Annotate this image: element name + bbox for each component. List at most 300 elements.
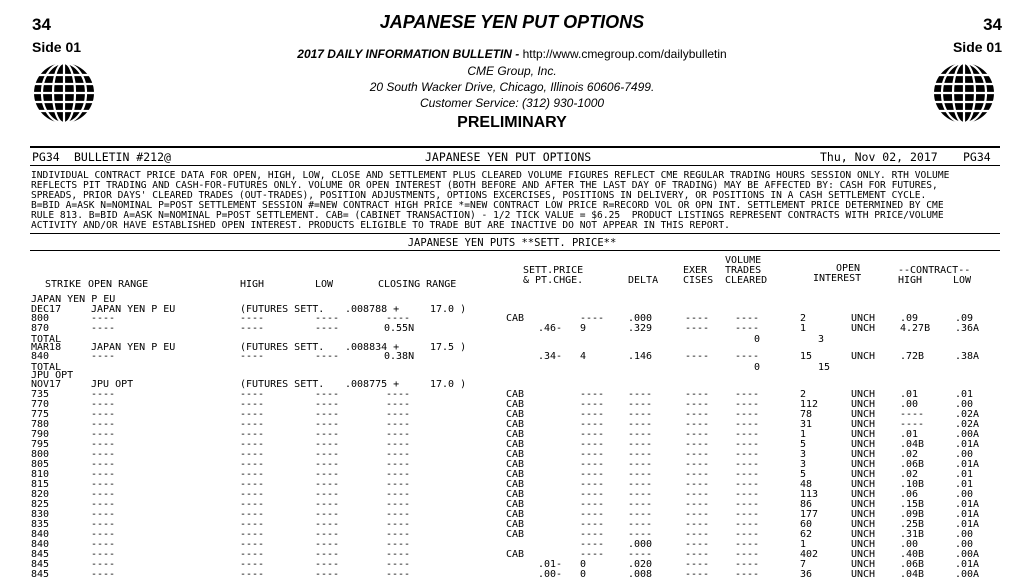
- cell-oich: UNCH: [851, 351, 876, 362]
- cell-chigh: .40B: [900, 549, 925, 560]
- cell-strike: 870: [31, 323, 50, 334]
- cell-chg: ----: [580, 479, 605, 490]
- header-center-title: JAPANESE YEN PUT OPTIONS: [425, 150, 592, 164]
- cell-oi: 1: [800, 429, 807, 440]
- cell-strike: 845: [31, 569, 50, 580]
- cell-low: ----: [315, 479, 340, 490]
- cell-oich: UNCH: [851, 323, 876, 334]
- cell-extra: 17.0 ): [430, 379, 467, 390]
- cell-open: ----: [91, 549, 116, 560]
- page-code-right: PG34: [963, 150, 991, 164]
- cell-low: ----: [315, 559, 340, 570]
- table-title: JAPANESE YEN PUTS **SETT. PRICE**: [407, 237, 617, 249]
- page-number-right: 34: [983, 15, 1002, 34]
- cell-oich: UNCH: [851, 519, 876, 530]
- cell-oi: 402: [800, 549, 819, 560]
- cell-close: ----: [386, 469, 411, 480]
- col-header-pt-chge: & PT.CHGE.: [523, 275, 584, 286]
- cell-delta: .008: [628, 569, 653, 580]
- cell-oich: UNCH: [851, 499, 876, 510]
- cell-chg: 4: [580, 351, 587, 362]
- cell-strike: 800: [31, 449, 50, 460]
- cell-exer: ----: [685, 419, 710, 430]
- cell-low: ----: [315, 351, 340, 362]
- cell-oich: UNCH: [851, 489, 876, 500]
- cell-chigh: .06B: [900, 559, 925, 570]
- cell-open: ----: [91, 529, 116, 540]
- cell-exer: ----: [685, 323, 710, 334]
- cell-vol: ----: [735, 439, 760, 450]
- cell-clow: .01A: [955, 559, 980, 570]
- cell-oi: 2: [800, 313, 807, 324]
- cell-oich: UNCH: [851, 549, 876, 560]
- cell-sett: CAB: [506, 409, 525, 420]
- cell-oich: UNCH: [851, 509, 876, 520]
- cell-sett: CAB: [506, 529, 525, 540]
- cell-low: ----: [315, 439, 340, 450]
- cell-extra: 17.0 ): [430, 304, 467, 315]
- cell-oi: 48: [800, 479, 813, 490]
- cell-oi: 113: [800, 489, 819, 500]
- cell-close: ----: [386, 549, 411, 560]
- cell-low: ----: [315, 389, 340, 400]
- cell-sett: .46-: [538, 323, 563, 334]
- cell-sett: .01-: [538, 559, 563, 570]
- cell-sett: .00-: [538, 569, 563, 580]
- cell-strike: 810: [31, 469, 50, 480]
- cell-sett: CAB: [506, 449, 525, 460]
- cell-high: ----: [240, 449, 265, 460]
- cell-strike: 780: [31, 419, 50, 430]
- cell-oi: 62: [800, 529, 813, 540]
- cell-delta: ----: [628, 459, 653, 470]
- table-title-rule: [30, 250, 1000, 251]
- cell-strike: 805: [31, 459, 50, 470]
- cell-open: ----: [91, 489, 116, 500]
- cell-strike: 735: [31, 389, 50, 400]
- cell-close: ----: [386, 389, 411, 400]
- cell-vol: ----: [735, 429, 760, 440]
- cell-strike: NOV17: [31, 379, 62, 390]
- cell-high: ----: [240, 323, 265, 334]
- cell-low: ----: [315, 409, 340, 420]
- cell-vol: ----: [735, 489, 760, 500]
- cell-delta: ----: [628, 429, 653, 440]
- cell-clow: .01: [955, 389, 974, 400]
- cell-low: ----: [315, 519, 340, 530]
- cell-open: ----: [91, 559, 116, 570]
- cell-chg: ----: [580, 519, 605, 530]
- cell-strike: 840: [31, 539, 50, 550]
- cell-open: ----: [91, 469, 116, 480]
- cell-exer: ----: [685, 469, 710, 480]
- col-header-strike: STRIKE: [45, 279, 82, 290]
- cell-high: ----: [240, 429, 265, 440]
- col-header-contract-low: LOW: [953, 275, 972, 286]
- cell-low: ----: [315, 313, 340, 324]
- cell-chigh: .72B: [900, 351, 925, 362]
- cell-exer: ----: [685, 409, 710, 420]
- cell-oi: 7: [800, 559, 807, 570]
- cell-sett: CAB: [506, 469, 525, 480]
- cell-delta: ----: [628, 409, 653, 420]
- cell-vol: ----: [735, 313, 760, 324]
- page-title: JAPANESE YEN PUT OPTIONS: [379, 12, 645, 32]
- cell-chg: ----: [580, 469, 605, 480]
- cell-low: ----: [315, 509, 340, 520]
- cell-vol: ----: [735, 389, 760, 400]
- cell-strike: DEC17: [31, 304, 62, 315]
- cell-close: ----: [386, 429, 411, 440]
- col-header-open: OPEN: [836, 263, 861, 274]
- cell-low: ----: [315, 539, 340, 550]
- cell-high: ----: [240, 509, 265, 520]
- col-header-delta: DELTA: [628, 275, 659, 286]
- cell-oi: 31: [800, 419, 813, 430]
- bulletin-number: BULLETIN #212@: [74, 150, 171, 164]
- cell-high: ----: [240, 399, 265, 410]
- cell-chg: ----: [580, 489, 605, 500]
- cell-clow: .01A: [955, 439, 980, 450]
- cell-chigh: .25B: [900, 519, 925, 530]
- cell-vol: ----: [735, 409, 760, 420]
- cell-sett: CAB: [506, 439, 525, 450]
- cell-oich: UNCH: [851, 569, 876, 580]
- cell-close: ----: [386, 559, 411, 570]
- cell-strike: 840: [31, 529, 50, 540]
- cell-oi: 15: [818, 362, 831, 373]
- cell-close: ----: [386, 569, 411, 580]
- cell-chigh: .09: [900, 313, 919, 324]
- cell-low: ----: [315, 499, 340, 510]
- cell-open: ----: [91, 569, 116, 580]
- cell-high: ----: [240, 409, 265, 420]
- cell-strike: 840: [31, 351, 50, 362]
- cell-high: ----: [240, 559, 265, 570]
- cell-open: ----: [91, 429, 116, 440]
- disclaimer-notes: INDIVIDUAL CONTRACT PRICE DATA FOR OPEN, HIGH, LOW, CLOSE AND SETTLEMENT PLUS CLEARED VOLUME FIGURES REFLECT CME REGULAR TRADING HOURS SESSION ONLY. RTH VOLUME REFLECTS PIT TRADING AND CASH-FOR-FUTURES ONLY. VOLUME OR OPEN INTEREST (BOTH BEFORE AND AFTER THE LAST DAY OF TRADING) MAY BE AFFECTED BY: CASH FOR FUTURES, SPREADS, PRIOR DAYS' CLEARED TRADES (OUT-TRADES), POSITION ADJUSTMENTS, OPTIONS EXCERCISES, POSITIONS IN DELIVERY, OR POSITIONS IN A CASH SETTLEMENT CYCLE. B=BID A=ASK N=NOMINAL P=POST SETTLEMENT SESSION #=NEW CONTRACT HIGH PRICE *=NEW CONTRACT LOW PRICE R=RECORD VOL OR OPN INT. SETTLEMENT PRICE DETERMINED BY CME RULE 813. B=BID A=ASK N=NOMINAL P=POST SETTLEMENT. CAB= (CABINET TRANSACTION) - 1/2 TICK VALUE = $6.25 PRODUCT LISTINGS REPRESENT CONTRACTS WITH PRICE/VOLUME ACTIVITY AND/OR HAVE ESTABLISHED OPEN INTEREST. PRODUCTS ELIGIBLE TO TRADE BUT ARE INACTIVE DO NOT APPEAR IN THIS REPORT.: [31, 170, 950, 232]
- cell-chigh: .06B: [900, 459, 925, 470]
- cell-close: ----: [386, 489, 411, 500]
- cell-oi: 2: [800, 389, 807, 400]
- cell-close: .008834 +: [345, 342, 400, 353]
- page-number-left: 34: [32, 15, 51, 34]
- cell-oich: UNCH: [851, 389, 876, 400]
- cell-close: ----: [386, 419, 411, 430]
- cell-close: ----: [386, 449, 411, 460]
- col-header-high: HIGH: [240, 279, 265, 290]
- cell-oi: 177: [800, 509, 819, 520]
- cell-open: ----: [91, 519, 116, 530]
- page-code: PG34: [32, 150, 60, 164]
- cell-low: ----: [315, 419, 340, 430]
- cell-vol: ----: [735, 509, 760, 520]
- company-address: 20 South Wacker Drive, Chicago, Illinois 60606-7499.: [369, 80, 655, 94]
- cell-chigh: 4.27B: [900, 323, 931, 334]
- customer-service: Customer Service: (312) 930-1000: [419, 96, 605, 110]
- cell-oi: 5: [800, 439, 807, 450]
- cell-clow: .00A: [955, 429, 980, 440]
- cell-oich: UNCH: [851, 439, 876, 450]
- cell-chg: 9: [580, 323, 587, 334]
- col-header-contract: --CONTRACT--: [898, 265, 971, 276]
- cell-close: ----: [386, 499, 411, 510]
- cell-chg: ----: [580, 389, 605, 400]
- cell-strike: 845: [31, 549, 50, 560]
- cell-high: ----: [240, 419, 265, 430]
- cell-open: ----: [91, 509, 116, 520]
- cell-chg: ----: [580, 459, 605, 470]
- cell-vol: ----: [735, 559, 760, 570]
- cell-clow: .01A: [955, 459, 980, 470]
- cell-sett: CAB: [506, 509, 525, 520]
- cell-low: ----: [315, 489, 340, 500]
- cell-close: ----: [386, 313, 411, 324]
- cell-exer: ----: [685, 449, 710, 460]
- cell-chg: ----: [580, 529, 605, 540]
- cell-open: ----: [91, 409, 116, 420]
- cell-vol: ----: [735, 549, 760, 560]
- cell-chg: ----: [580, 449, 605, 460]
- cell-low: ----: [315, 449, 340, 460]
- cell-exer: ----: [685, 479, 710, 490]
- cell-high: ----: [240, 499, 265, 510]
- cell-open: ----: [91, 323, 116, 334]
- cell-oi: 60: [800, 519, 813, 530]
- cell-oich: UNCH: [851, 429, 876, 440]
- cell-exer: ----: [685, 569, 710, 580]
- col-header-contract-high: HIGH: [898, 275, 923, 286]
- cell-strike: 820: [31, 489, 50, 500]
- cell-sett: .34-: [538, 351, 563, 362]
- cell-clow: .01: [955, 479, 974, 490]
- cell-chigh: .01: [900, 389, 919, 400]
- cell-vol: 0: [754, 362, 761, 373]
- cell-open: JAPAN YEN P EU: [91, 304, 176, 315]
- cell-oi: 3: [800, 449, 807, 460]
- cell-low: ----: [315, 459, 340, 470]
- cell-high: ----: [240, 529, 265, 540]
- cell-chg: ----: [580, 429, 605, 440]
- col-header-cises: CISES: [683, 275, 714, 286]
- cell-high: (FUTURES SETT.: [240, 342, 325, 353]
- col-header-sett-price: SETT.PRICE: [523, 265, 584, 276]
- cell-delta: .146: [628, 351, 653, 362]
- cell-close: 0.38N: [384, 351, 415, 362]
- col-header-cleared: CLEARED: [725, 275, 768, 286]
- cell-sett: CAB: [506, 399, 525, 410]
- header-bar: [30, 150, 1000, 164]
- cell-strike: 835: [31, 519, 50, 530]
- cell-vol: ----: [735, 499, 760, 510]
- cell-oich: UNCH: [851, 313, 876, 324]
- cell-strike: 815: [31, 479, 50, 490]
- cell-open: ----: [91, 449, 116, 460]
- cell-sett: CAB: [506, 499, 525, 510]
- cell-strike: TOTAL: [31, 362, 62, 373]
- cell-open: ----: [91, 399, 116, 410]
- cell-close: ----: [386, 529, 411, 540]
- cell-vol: 0: [754, 334, 761, 345]
- cell-oi: 3: [818, 334, 825, 345]
- cell-high: ----: [240, 549, 265, 560]
- cell-oi: 86: [800, 499, 813, 510]
- cell-delta: ----: [628, 439, 653, 450]
- cell-exer: ----: [685, 439, 710, 450]
- cell-sett: CAB: [506, 459, 525, 470]
- cell-strike: TOTAL: [31, 334, 62, 345]
- cell-exer: ----: [685, 559, 710, 570]
- cell-close: .008788 +: [345, 304, 400, 315]
- cell-close: ----: [386, 479, 411, 490]
- cell-clow: .00A: [955, 569, 980, 580]
- cell-vol: ----: [735, 459, 760, 470]
- cell-oi: 3: [800, 459, 807, 470]
- cell-chg: 0: [580, 569, 587, 580]
- cell-chigh: .02: [900, 469, 919, 480]
- cell-close: ----: [386, 439, 411, 450]
- cell-oich: UNCH: [851, 479, 876, 490]
- cell-chg: ----: [580, 549, 605, 560]
- cell-open: ----: [91, 499, 116, 510]
- cell-high: ----: [240, 489, 265, 500]
- cell-open: JPU OPT: [91, 379, 134, 390]
- cell-oi: 112: [800, 399, 819, 410]
- cell-clow: .02A: [955, 419, 980, 430]
- company-name: CME Group, Inc.: [467, 64, 557, 78]
- cell-oich: UNCH: [851, 399, 876, 410]
- cell-oich: UNCH: [851, 459, 876, 470]
- cell-sett: CAB: [506, 519, 525, 530]
- notes-rule: [30, 233, 1000, 234]
- cell-vol: ----: [735, 323, 760, 334]
- cell-delta: ----: [628, 419, 653, 430]
- cell-open: ----: [91, 419, 116, 430]
- cell-strike: 825: [31, 499, 50, 510]
- cell-oich: UNCH: [851, 539, 876, 550]
- cell-open: ----: [91, 479, 116, 490]
- cell-vol: ----: [735, 449, 760, 460]
- cell-chigh: ----: [900, 409, 925, 420]
- cell-low: ----: [315, 469, 340, 480]
- cell-vol: ----: [735, 351, 760, 362]
- cell-strike: 795: [31, 439, 50, 450]
- col-header-interest: INTEREST: [813, 273, 862, 284]
- cell-high: ----: [240, 313, 265, 324]
- cell-oi: 1: [800, 539, 807, 550]
- cell-high: ----: [240, 389, 265, 400]
- cell-delta: .020: [628, 559, 653, 570]
- cell-close: .008775 +: [345, 379, 400, 390]
- cell-exer: ----: [685, 389, 710, 400]
- cell-clow: .00: [955, 529, 974, 540]
- cell-high: ----: [240, 479, 265, 490]
- cell-clow: .00A: [955, 549, 980, 560]
- cell-vol: ----: [735, 479, 760, 490]
- cell-oich: UNCH: [851, 469, 876, 480]
- cell-open: ----: [91, 459, 116, 470]
- cell-chigh: .04B: [900, 569, 925, 580]
- cell-chigh: .04B: [900, 439, 925, 450]
- cell-delta: ----: [628, 389, 653, 400]
- cell-vol: ----: [735, 399, 760, 410]
- report-date: Thu, Nov 02, 2017: [820, 150, 938, 164]
- cell-chg: ----: [580, 539, 605, 550]
- cell-exer: ----: [685, 459, 710, 470]
- cell-oi: 1: [800, 323, 807, 334]
- cell-sett: CAB: [506, 389, 525, 400]
- cell-delta: ----: [628, 469, 653, 480]
- cell-exer: ----: [685, 519, 710, 530]
- cell-strike: 830: [31, 509, 50, 520]
- bulletin-url[interactable]: http://www.cmegroup.com/dailybulletin: [522, 47, 727, 61]
- header-bar-rule: [30, 165, 1000, 166]
- cell-delta: ----: [628, 479, 653, 490]
- col-header-volume: VOLUME: [725, 255, 762, 266]
- cell-clow: .01A: [955, 499, 980, 510]
- cell-open: ----: [91, 389, 116, 400]
- cell-strike: 775: [31, 409, 50, 420]
- cell-clow: .01A: [955, 509, 980, 520]
- cell-chigh: .10B: [900, 479, 925, 490]
- cell-strike: 845: [31, 559, 50, 570]
- cell-low: ----: [315, 569, 340, 580]
- cell-exer: ----: [685, 489, 710, 500]
- cell-low: ----: [315, 429, 340, 440]
- cell-close: ----: [386, 399, 411, 410]
- cell-strike: JAPAN YEN P EU: [31, 294, 116, 305]
- cell-chigh: .01: [900, 429, 919, 440]
- cell-exer: ----: [685, 509, 710, 520]
- cell-vol: ----: [735, 469, 760, 480]
- cell-sett: CAB: [506, 549, 525, 560]
- cell-sett: CAB: [506, 479, 525, 490]
- side-label-right: Side 01: [952, 39, 1002, 55]
- cell-sett: CAB: [506, 419, 525, 430]
- cell-clow: .38A: [955, 351, 980, 362]
- cell-low: ----: [315, 549, 340, 560]
- cell-delta: ----: [628, 399, 653, 410]
- cell-high: ----: [240, 519, 265, 530]
- cell-clow: .00: [955, 449, 974, 460]
- cell-open: ----: [91, 351, 116, 362]
- cell-exer: ----: [685, 499, 710, 510]
- cell-vol: ----: [735, 419, 760, 430]
- cell-chigh: .31B: [900, 529, 925, 540]
- cell-exer: ----: [685, 351, 710, 362]
- cell-chigh: .02: [900, 449, 919, 460]
- cell-oi: 78: [800, 409, 813, 420]
- cell-delta: ----: [628, 549, 653, 560]
- cell-high: ----: [240, 459, 265, 470]
- cell-high: ----: [240, 569, 265, 580]
- cell-low: ----: [315, 323, 340, 334]
- cell-oich: UNCH: [851, 409, 876, 420]
- cell-high: ----: [240, 351, 265, 362]
- cell-oich: UNCH: [851, 529, 876, 540]
- cell-open: ----: [91, 439, 116, 450]
- cell-chigh: ----: [900, 419, 925, 430]
- col-header-low: LOW: [315, 279, 334, 290]
- cell-chg: ----: [580, 509, 605, 520]
- cell-strike: JPU OPT: [31, 370, 74, 381]
- cell-exer: ----: [685, 539, 710, 550]
- cell-sett: CAB: [506, 429, 525, 440]
- cell-close: ----: [386, 409, 411, 420]
- top-rule: [30, 146, 1000, 148]
- cell-delta: ----: [628, 449, 653, 460]
- side-label-left: Side 01: [32, 39, 82, 55]
